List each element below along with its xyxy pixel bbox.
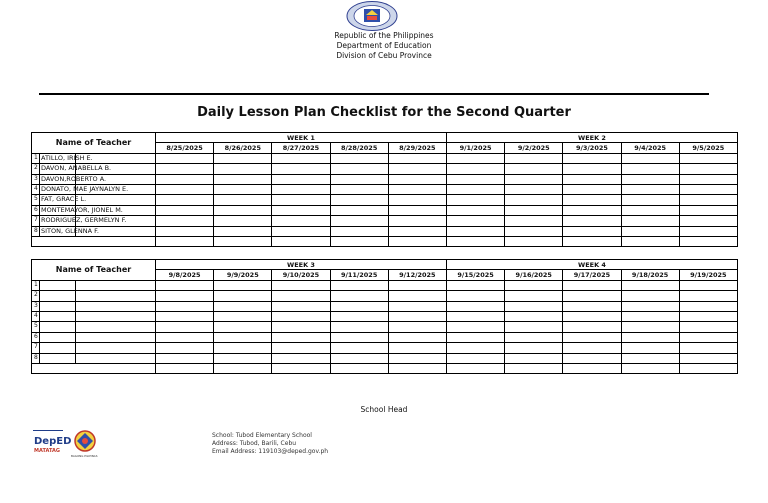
checklist-cell[interactable] [272,343,330,353]
checklist-cell[interactable] [330,236,388,246]
checklist-cell[interactable] [214,153,272,163]
checklist-cell[interactable] [621,343,679,353]
checklist-cell[interactable] [330,332,388,342]
checklist-cell[interactable] [621,291,679,301]
teacher-row [32,332,738,342]
checklist-cell[interactable] [505,363,563,373]
date-header: 9/12/2025 [388,270,446,280]
checklist-cell[interactable] [505,236,563,246]
teacher-name-cell[interactable] [32,343,156,353]
checklist-cell[interactable] [214,343,272,353]
teacher-row [32,164,738,174]
checklist-cell[interactable] [446,236,504,246]
checklist-cell[interactable] [563,184,621,194]
checklist-cell[interactable] [388,174,446,184]
teacher-row [32,301,738,311]
teacher-name: DAVON, ANABELLA B. [41,164,112,173]
checklist-cell[interactable] [214,216,272,226]
checklist-cell[interactable] [272,164,330,174]
blank-row [32,363,738,373]
checklist-cell[interactable] [679,311,737,321]
checklist-cell[interactable] [272,291,330,301]
teacher-name-cell [32,184,156,194]
checklist-cell[interactable] [214,195,272,205]
checklist-cell[interactable] [621,353,679,363]
checklist-cell[interactable] [388,280,446,290]
checklist-cell[interactable] [505,291,563,301]
checklist-cell[interactable] [621,322,679,332]
date-header: 8/27/2025 [272,143,330,153]
checklist-cell[interactable] [388,301,446,311]
checklist-cell[interactable] [446,153,504,163]
checklist-cell[interactable] [214,280,272,290]
checklist-cell[interactable] [679,322,737,332]
checklist-cell[interactable] [156,205,214,215]
checklist-cell[interactable] [330,184,388,194]
checklist-cell[interactable] [214,226,272,236]
checklist-cell[interactable] [272,322,330,332]
checklist-cell[interactable] [505,184,563,194]
checklist-cell[interactable] [214,332,272,342]
checklist-cell[interactable] [563,343,621,353]
teacher-name-cell [32,195,156,205]
checklist-cell[interactable] [330,343,388,353]
checklist-cell[interactable] [446,343,504,353]
deped-seal-logo [346,1,398,31]
checklist-table-weeks-3-4 [31,259,738,374]
teacher-name-cell [32,174,156,184]
checklist-cell[interactable] [563,291,621,301]
checklist-cell[interactable] [679,363,737,373]
checklist-cell[interactable] [272,195,330,205]
date-header: 9/18/2025 [621,270,679,280]
checklist-cell[interactable] [446,184,504,194]
checklist-cell[interactable] [621,301,679,311]
checklist-cell[interactable] [679,353,737,363]
checklist-cell[interactable] [272,363,330,373]
checklist-cell[interactable] [214,311,272,321]
checklist-cell[interactable] [330,216,388,226]
teacher-name: RODRIGUEZ, GERMELYN F. [41,216,127,225]
checklist-cell[interactable] [272,353,330,363]
checklist-cell[interactable] [156,322,214,332]
teacher-row [32,322,738,332]
checklist-cell[interactable] [621,236,679,246]
checklist-cell[interactable] [679,236,737,246]
week-2-header: WEEK 2 [446,133,737,143]
checklist-cell[interactable] [214,164,272,174]
date-header: 8/26/2025 [214,143,272,153]
checklist-cell[interactable] [679,153,737,163]
checklist-cell[interactable] [563,301,621,311]
checklist-cell[interactable] [446,311,504,321]
checklist-cell[interactable] [156,226,214,236]
checklist-cell[interactable] [505,332,563,342]
checklist-cell[interactable] [679,291,737,301]
teacher-name-cell[interactable] [32,353,156,363]
checklist-table-weeks-1-2 [31,132,738,247]
teacher-name-cell[interactable] [32,332,156,342]
checklist-cell[interactable] [563,174,621,184]
header-divider [39,93,709,95]
checklist-cell[interactable] [214,236,272,246]
checklist-cell[interactable] [32,363,156,373]
checklist-cell[interactable] [679,216,737,226]
checklist-cell[interactable] [214,363,272,373]
checklist-cell[interactable] [156,311,214,321]
checklist-cell[interactable] [679,195,737,205]
checklist-cell[interactable] [388,332,446,342]
checklist-cell[interactable] [505,280,563,290]
checklist-cell[interactable] [621,363,679,373]
checklist-cell[interactable] [214,174,272,184]
checklist-cell[interactable] [446,226,504,236]
checklist-cell[interactable] [330,322,388,332]
teacher-name-cell [32,226,156,236]
checklist-cell[interactable] [330,353,388,363]
checklist-cell[interactable] [505,164,563,174]
row-number: 3 [34,174,38,182]
date-header: 9/15/2025 [446,270,504,280]
checklist-cell[interactable] [272,236,330,246]
row-number: 2 [34,291,38,299]
date-header: 9/10/2025 [272,270,330,280]
date-header: 9/3/2025 [563,143,621,153]
checklist-cell[interactable] [330,164,388,174]
checklist-cell[interactable] [446,174,504,184]
checklist-cell[interactable] [563,216,621,226]
checklist-cell[interactable] [214,353,272,363]
checklist-cell[interactable] [505,174,563,184]
checklist-cell[interactable] [156,164,214,174]
checklist-cell[interactable] [446,164,504,174]
row-number: 6 [34,205,38,213]
date-header: 9/17/2025 [563,270,621,280]
row-number: 8 [34,353,38,361]
checklist-cell[interactable] [446,280,504,290]
checklist-cell[interactable] [505,153,563,163]
checklist-cell[interactable] [679,174,737,184]
checklist-cell[interactable] [621,216,679,226]
checklist-cell[interactable] [214,322,272,332]
checklist-cell[interactable] [388,164,446,174]
checklist-cell[interactable] [272,332,330,342]
header-division: Division of Cebu Province [336,51,432,60]
checklist-cell[interactable] [505,301,563,311]
checklist-cell[interactable] [621,226,679,236]
deped-matatag-bagong-pilipinas-logos [33,430,101,458]
checklist-cell[interactable] [563,332,621,342]
teacher-name-cell[interactable] [32,291,156,301]
checklist-cell[interactable] [156,236,214,246]
teacher-name-cell [32,153,156,163]
checklist-cell[interactable] [679,184,737,194]
checklist-cell[interactable] [156,301,214,311]
checklist-cell[interactable] [214,184,272,194]
row-number: 3 [34,301,38,309]
teacher-row [32,153,738,163]
checklist-cell[interactable] [272,174,330,184]
checklist-cell[interactable] [446,195,504,205]
teacher-name-cell[interactable] [32,311,156,321]
teacher-name: FAT, GRACE L. [41,195,87,204]
date-header: 9/8/2025 [156,270,214,280]
row-number: 1 [34,280,38,288]
checklist-cell[interactable] [156,291,214,301]
teacher-name: ATILLO, IRISH E. [41,153,93,162]
name-of-teacher-header: Name of Teacher [32,260,156,281]
blank-row [32,236,738,246]
date-header: 9/4/2025 [621,143,679,153]
checklist-cell[interactable] [388,153,446,163]
checklist-cell[interactable] [156,353,214,363]
teacher-name: SITON, GLENNA F. [41,226,99,235]
checklist-cell[interactable] [446,353,504,363]
teacher-name-cell [32,205,156,215]
header-department: Department of Education [336,41,432,50]
checklist-cell[interactable] [330,301,388,311]
checklist-cell[interactable] [388,363,446,373]
checklist-cell[interactable] [505,216,563,226]
school-name: School: Tubod Elementary School [212,432,312,439]
checklist-cell[interactable] [621,205,679,215]
teacher-row [32,174,738,184]
checklist-cell[interactable] [272,301,330,311]
checklist-cell[interactable] [156,363,214,373]
date-header: 8/29/2025 [388,143,446,153]
checklist-cell[interactable] [156,174,214,184]
checklist-cell[interactable] [330,174,388,184]
checklist-cell[interactable] [330,226,388,236]
checklist-cell[interactable] [679,226,737,236]
teacher-row [32,184,738,194]
checklist-cell[interactable] [563,236,621,246]
checklist-cell[interactable] [679,301,737,311]
checklist-cell[interactable] [272,216,330,226]
row-number: 1 [34,153,38,161]
checklist-cell[interactable] [388,236,446,246]
checklist-cell[interactable] [621,280,679,290]
checklist-cell[interactable] [505,226,563,236]
checklist-cell[interactable] [446,322,504,332]
header-republic: Republic of the Philippines [334,31,434,40]
checklist-cell[interactable] [388,353,446,363]
checklist-cell[interactable] [156,195,214,205]
checklist-cell[interactable] [563,226,621,236]
week-4-header: WEEK 4 [446,260,737,270]
checklist-cell[interactable] [505,311,563,321]
checklist-cell[interactable] [505,353,563,363]
checklist-cell[interactable] [679,164,737,174]
teacher-row [32,195,738,205]
checklist-cell[interactable] [272,184,330,194]
row-number: 7 [34,216,38,224]
teacher-name: DONATO, MAE JAYNALYN E. [41,184,129,193]
checklist-cell[interactable] [621,311,679,321]
teacher-name-cell [32,216,156,226]
checklist-cell[interactable] [621,332,679,342]
checklist-cell[interactable] [446,205,504,215]
checklist-cell[interactable] [330,311,388,321]
week-3-header: WEEK 3 [156,260,447,270]
checklist-cell[interactable] [446,291,504,301]
checklist-cell[interactable] [330,205,388,215]
teacher-name: DAVON,ROBERTO A. [41,174,107,183]
row-number: 5 [34,322,38,330]
teacher-row [32,280,738,290]
checklist-cell[interactable] [563,153,621,163]
checklist-cell[interactable] [388,184,446,194]
teacher-row [32,216,738,226]
checklist-cell[interactable] [388,343,446,353]
checklist-cell[interactable] [156,332,214,342]
teacher-name-cell [32,164,156,174]
checklist-cell[interactable] [446,216,504,226]
checklist-cell[interactable] [563,353,621,363]
checklist-cell[interactable] [621,195,679,205]
checklist-cell[interactable] [621,153,679,163]
school-address: Address: Tubod, Barili, Cebu [212,440,297,447]
checklist-cell[interactable] [679,332,737,342]
checklist-cell[interactable] [330,280,388,290]
checklist-cell[interactable] [505,195,563,205]
teacher-name-cell[interactable] [32,301,156,311]
name-of-teacher-header: Name of Teacher [32,133,156,154]
teacher-name: MONTEMAYOR, JIONEL M. [41,205,123,214]
school-head-signature: School Head [360,405,408,414]
row-number: 2 [34,164,38,172]
teacher-row [32,291,738,301]
checklist-cell[interactable] [621,174,679,184]
row-number: 4 [34,311,38,319]
checklist-cell[interactable] [156,184,214,194]
checklist-cell[interactable] [621,184,679,194]
date-header: 8/28/2025 [330,143,388,153]
row-number: 4 [34,184,38,192]
teacher-row [32,205,738,215]
checklist-cell[interactable] [388,322,446,332]
school-email: Email Address: 119103@deped.gov.ph [212,448,329,455]
teacher-name-cell[interactable] [32,322,156,332]
checklist-cell[interactable] [214,205,272,215]
checklist-cell[interactable] [388,195,446,205]
checklist-cell[interactable] [679,343,737,353]
row-number: 6 [34,332,38,340]
checklist-cell[interactable] [446,332,504,342]
row-number: 8 [34,226,38,234]
date-header: 9/2/2025 [505,143,563,153]
checklist-cell[interactable] [563,205,621,215]
checklist-cell[interactable] [272,280,330,290]
checklist-cell[interactable] [563,164,621,174]
checklist-cell[interactable] [272,205,330,215]
checklist-cell[interactable] [330,363,388,373]
date-header: 9/11/2025 [330,270,388,280]
checklist-cell[interactable] [505,322,563,332]
checklist-cell[interactable] [272,311,330,321]
teacher-row [32,353,738,363]
checklist-cell[interactable] [214,301,272,311]
matatag-logo-text: MATATAG [34,448,60,454]
checklist-cell[interactable] [388,226,446,236]
teacher-row [32,311,738,321]
document-title: Daily Lesson Plan Checklist for the Second Quarter [197,105,571,120]
date-header: 9/9/2025 [214,270,272,280]
date-header: 8/25/2025 [156,143,214,153]
checklist-cell[interactable] [214,291,272,301]
checklist-cell[interactable] [563,280,621,290]
checklist-cell[interactable] [621,164,679,174]
row-number: 5 [34,195,38,203]
bagong-pilipinas-text: BAGONG PILIPINAS [71,454,98,458]
week-1-header: WEEK 1 [156,133,447,143]
checklist-cell[interactable] [330,153,388,163]
teacher-row [32,226,738,236]
checklist-cell[interactable] [446,363,504,373]
checklist-cell[interactable] [679,280,737,290]
school-contact-info [212,432,328,456]
checklist-cell[interactable] [388,216,446,226]
checklist-cell[interactable] [272,153,330,163]
document-header [0,31,768,61]
checklist-cell[interactable] [388,311,446,321]
checklist-cell[interactable] [32,236,156,246]
checklist-cell[interactable] [505,205,563,215]
teacher-row [32,343,738,353]
checklist-cell[interactable] [388,291,446,301]
date-header: 9/1/2025 [446,143,504,153]
checklist-cell[interactable] [156,216,214,226]
checklist-cell[interactable] [563,322,621,332]
checklist-cell[interactable] [446,301,504,311]
checklist-cell[interactable] [679,205,737,215]
checklist-cell[interactable] [563,195,621,205]
date-header: 9/16/2025 [505,270,563,280]
checklist-cell[interactable] [388,205,446,215]
date-header: 9/5/2025 [679,143,737,153]
checklist-cell[interactable] [272,226,330,236]
checklist-cell[interactable] [330,291,388,301]
checklist-cell[interactable] [156,153,214,163]
row-number: 7 [34,343,38,351]
checklist-cell[interactable] [505,343,563,353]
deped-logo-text: DepED [34,436,72,447]
checklist-cell[interactable] [563,363,621,373]
checklist-cell[interactable] [156,280,214,290]
checklist-cell[interactable] [156,343,214,353]
date-header: 9/19/2025 [679,270,737,280]
teacher-name-cell[interactable] [32,280,156,290]
checklist-cell[interactable] [563,311,621,321]
checklist-cell[interactable] [330,195,388,205]
